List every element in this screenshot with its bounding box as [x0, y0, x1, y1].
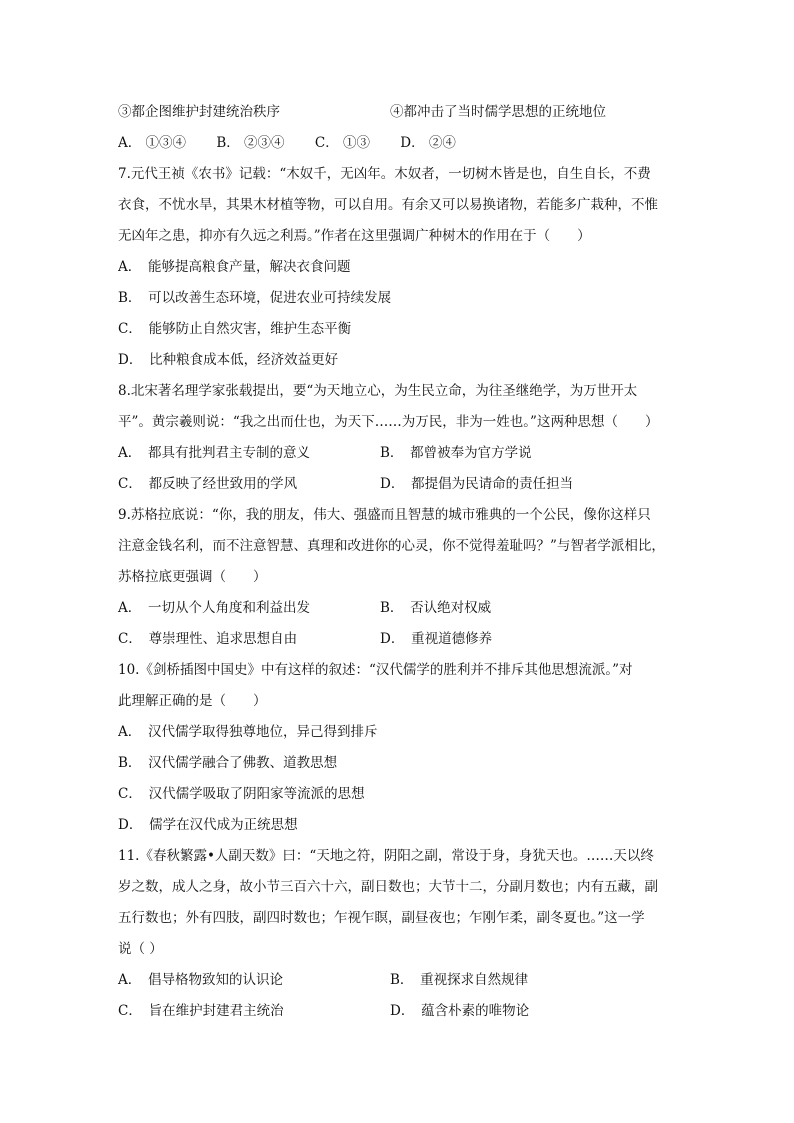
q11-option-a: A． 倡导格物致知的认识论 — [118, 972, 283, 988]
q11-stem-line-2: 岁之数，成人之身，故小节三百六十六，副日数也；大节十二，分副月数也；内有五藏，副 — [118, 879, 658, 895]
q6-choice-a: A． ①③④ — [118, 135, 187, 151]
q6-choice-b: B． ②③④ — [216, 135, 285, 151]
q7-option-d: D． 比种粮食成本低，经济效益更好 — [118, 352, 339, 368]
q9-option-c: C． 尊崇理性、追求思想自由 — [118, 631, 298, 647]
q9-stem-line-2: 注意金钱名利，而不注意智慧、真理和改进你的心灵，你不觉得羞耻吗？”与智者学派相比， — [118, 538, 665, 554]
q11-stem-line-3: 五行数也；外有四肢，副四时数也；乍视乍瞑，副昼夜也；乍刚乍柔，副冬夏也。”这一学 — [118, 910, 645, 926]
q11-stem-line-1: 11.《春秋繁露•人副天数》曰：“天地之符，阴阳之副，常设于身，身犹天也。……天以终 — [118, 848, 654, 864]
q11-option-b: B． 重视探求自然规律 — [390, 972, 529, 988]
q11-option-c: C． 旨在维护封建君主统治 — [118, 1003, 284, 1019]
q6-choices — [118, 131, 684, 162]
q6-choice-c: C． ①③ — [314, 135, 370, 151]
q6-statement-3: ③都企图维护封建统治秩序 — [118, 104, 280, 120]
q8-option-c: C． 都反映了经世致用的学风 — [118, 476, 298, 492]
q7-option-a: A． 能够提高粮食产量，解决衣食问题 — [118, 259, 351, 275]
q9-option-a: A． 一切从个人角度和利益出发 — [118, 600, 310, 616]
q7-stem-line-1: 7.元代王祯《农书》记载：“木奴千，无凶年。木奴者，一切树木皆是也，自生自长，不费 — [118, 166, 651, 182]
q10-option-b: B． 汉代儒学融合了佛教、道教思想 — [118, 755, 338, 771]
q8-option-d: D． 都提倡为民请命的责任担当 — [380, 476, 574, 492]
q11-options-row-1 — [118, 968, 684, 999]
q6-choice-d: D． ②④ — [400, 135, 456, 151]
q11-option-d: D． 蕴含朴素的唯物论 — [390, 1003, 530, 1019]
q8-stem-line-2: 平”。黄宗羲则说：“我之出而仕也，为天下……为万民，非为一姓也。”这两种思想（ ） — [118, 414, 659, 430]
q10-stem-line-2: 此理解正确的是（ ） — [118, 693, 267, 709]
q7-option-b: B． 可以改善生态环境，促进农业可持续发展 — [118, 290, 392, 306]
q9-option-b: B． 否认绝对权威 — [380, 600, 492, 616]
q9-options-row-1 — [118, 596, 684, 627]
q8-options-row-1 — [118, 441, 684, 472]
q7-stem-line-2: 衣食，不忧水旱，其果木材植等物，可以自用。有余又可以易换诸物，若能多广栽种，不惟 — [118, 197, 658, 213]
q11-stem-line-4: 说（ ） — [118, 941, 163, 957]
q9-stem-line-3: 苏格拉底更强调（ ） — [118, 569, 267, 585]
q8-option-b: B． 都曾被奉为官方学说 — [380, 445, 532, 461]
q7-option-c: C． 能够防止自然灾害，维护生态平衡 — [118, 321, 352, 337]
q8-stem-line-1: 8.北宋著名理学家张载提出，要“为天地立心，为生民立命，为往圣继绝学，为万世开太 — [118, 383, 638, 399]
q10-option-c: C． 汉代儒学吸取了阴阳家等流派的思想 — [118, 786, 365, 802]
q8-options-row-2 — [118, 472, 684, 503]
q9-stem-line-1: 9.苏格拉底说：“你，我的朋友，伟大、强盛而且智慧的城市雅典的一个公民，像你这样只 — [118, 507, 651, 523]
q9-option-d: D． 重视道德修养 — [380, 631, 493, 647]
q10-stem-line-1: 10.《剑桥插图中国史》中有这样的叙述：“汉代儒学的胜利并不排斥其他思想流派。”对 — [118, 662, 633, 678]
q9-options-row-2 — [118, 627, 684, 658]
q11-options-row-2 — [118, 999, 684, 1030]
q7-stem-line-3: 无凶年之患，抑亦有久远之利焉。”作者在这里强调广种树木的作用在于（ ） — [118, 228, 591, 244]
q6-statement-4: ④都冲击了当时儒学思想的正统地位 — [390, 104, 606, 120]
q8-option-a: A． 都具有批判君主专制的意义 — [118, 445, 310, 461]
q10-option-a: A． 汉代儒学取得独尊地位，异己得到排斥 — [118, 724, 378, 740]
q10-option-d: D． 儒学在汉代成为正统思想 — [118, 817, 298, 833]
q6-statements — [118, 100, 684, 131]
